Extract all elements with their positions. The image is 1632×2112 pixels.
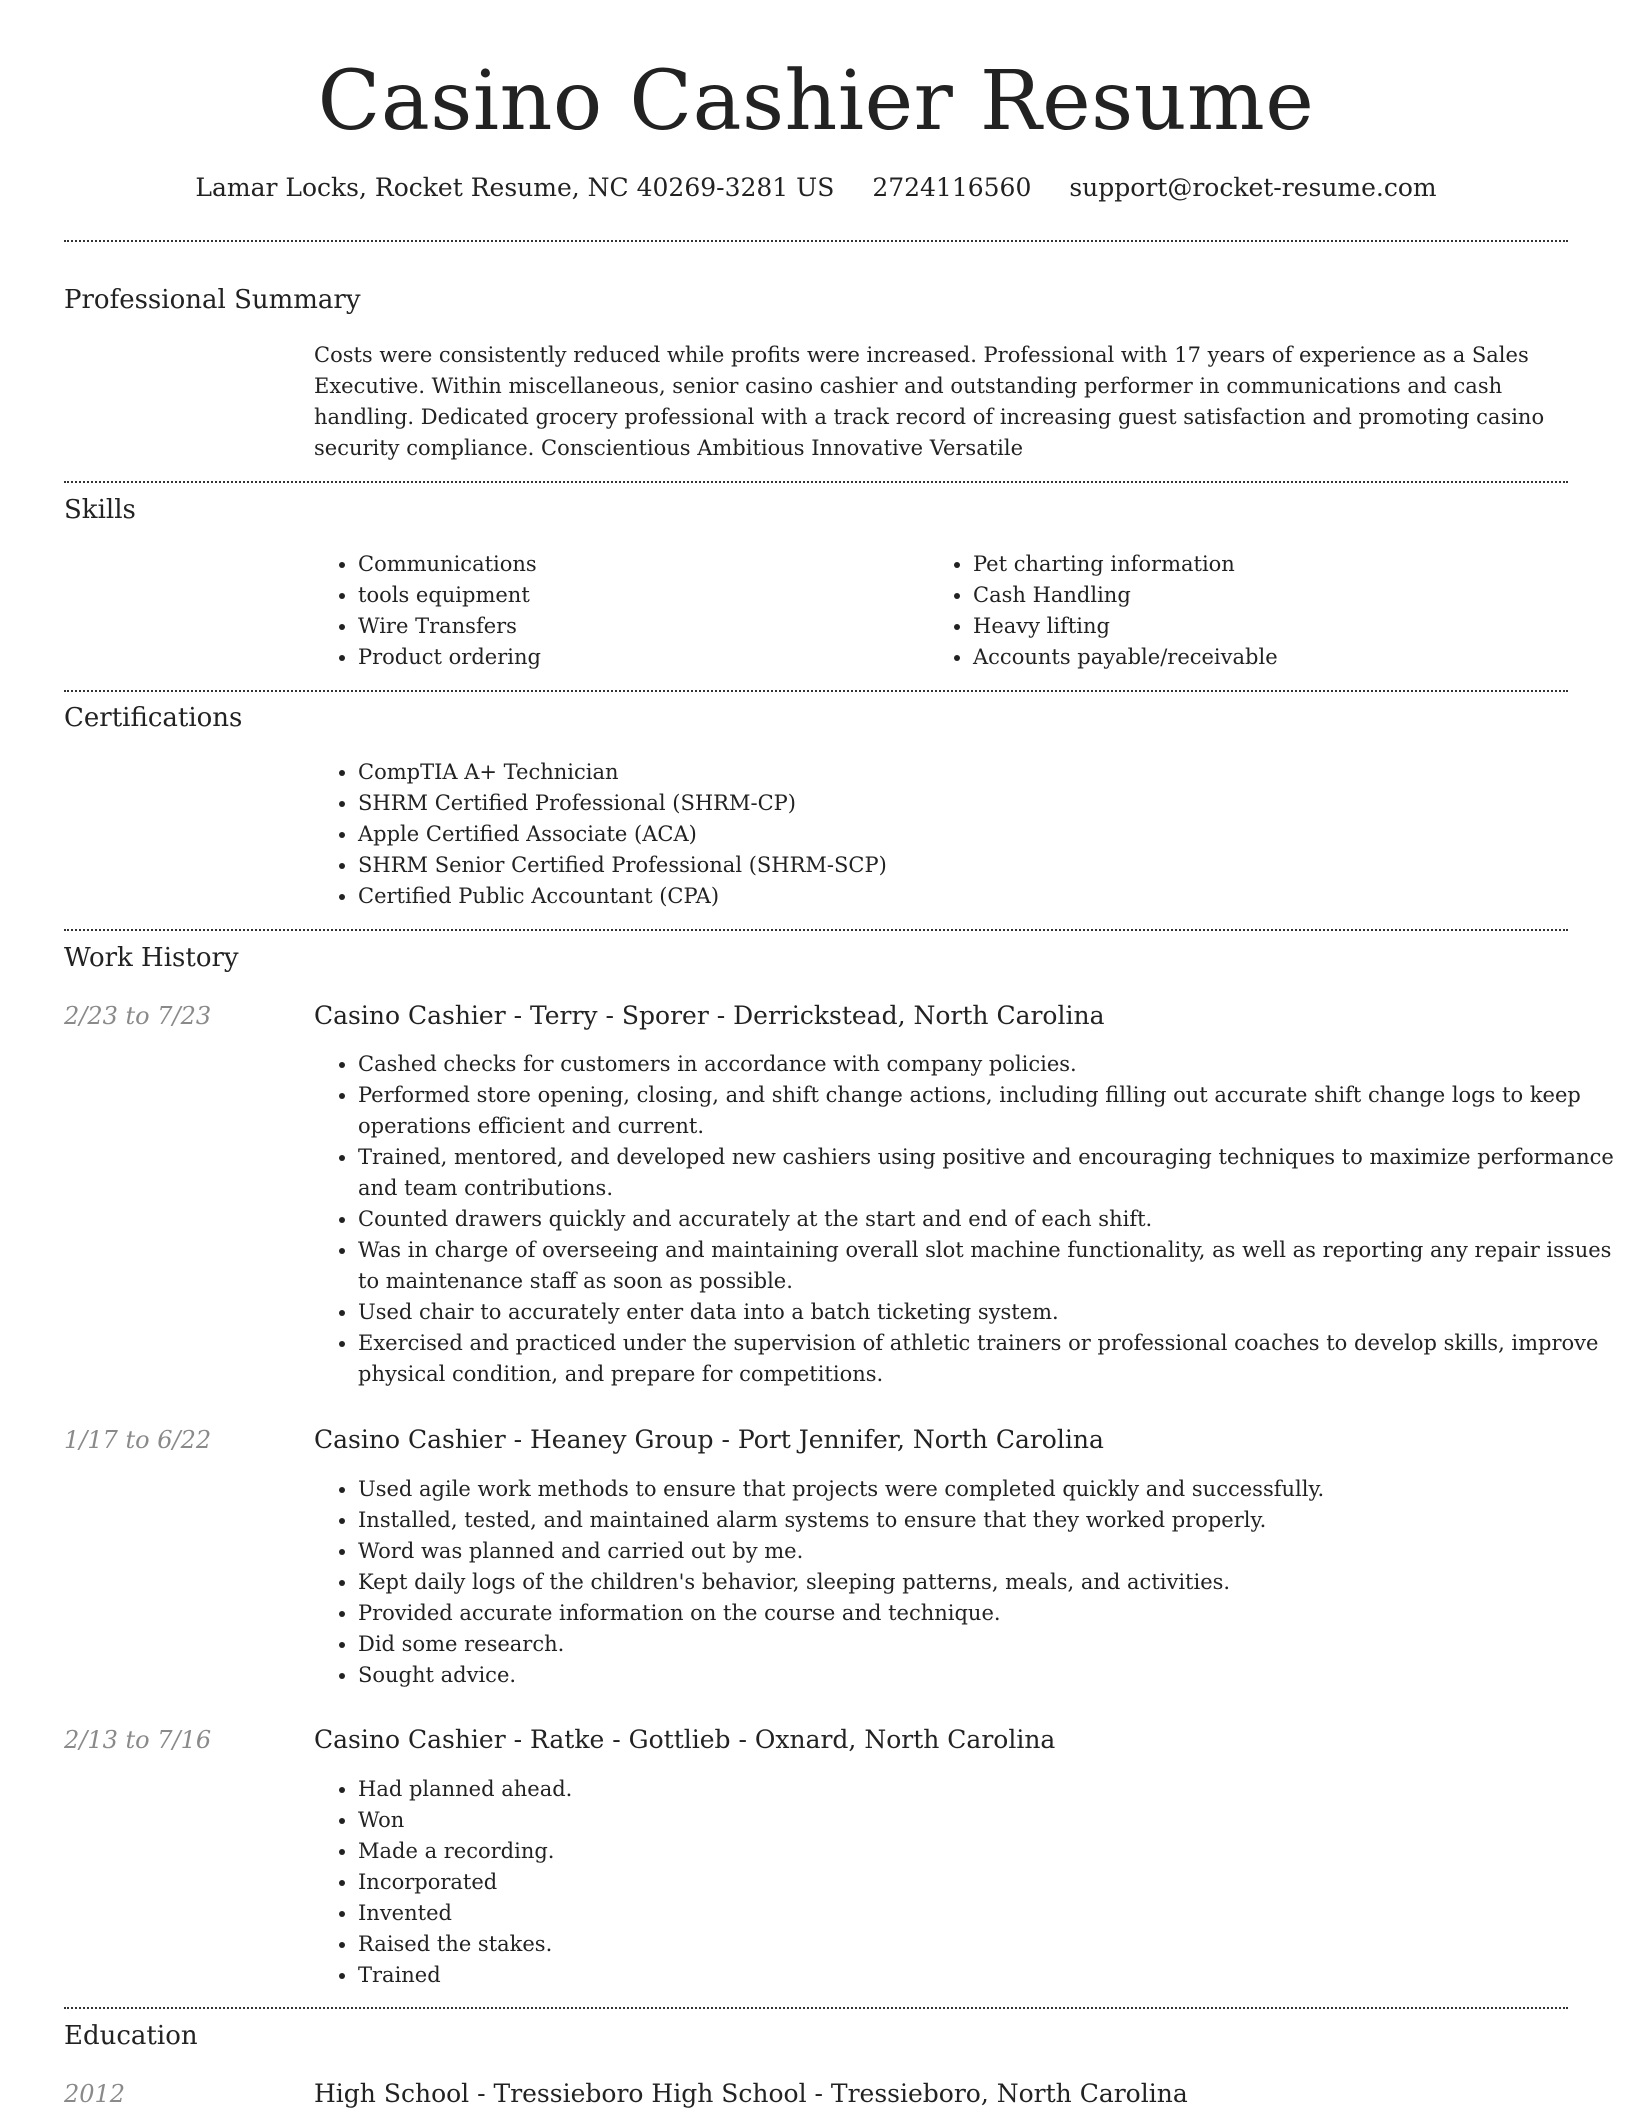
- contact-line: [0, 170, 1632, 206]
- resume-title: Casino Cashier Resume: [317, 54, 1315, 149]
- job-bullet: • Used agile work methods to ensure that projects were completed quickly and successfully.: [358, 1474, 1614, 1505]
- certification-item: • SHRM Senior Certified Professional (SHRM-SCP): [358, 850, 1558, 881]
- job-bullet: • Invented: [358, 1898, 1614, 1929]
- job-bullet: • Made a recording.: [358, 1836, 1614, 1867]
- job-bullet: • Used chair to accurately enter data into a batch ticketing system.: [358, 1297, 1614, 1328]
- skills-list-left: [314, 549, 918, 673]
- skill-item: • Cash Handling: [973, 580, 1573, 611]
- divider: [64, 2007, 1568, 2009]
- section-title-education: Education: [64, 2021, 198, 2051]
- job-title: Casino Cashier - Terry - Sporer - Derrickstead, North Carolina: [314, 1001, 1105, 1030]
- job-bullet: • Exercised and practiced under the supervision of athletic trainers or professional coaches to develop skills, improve physical condition, and prepare for competitions.: [358, 1328, 1614, 1390]
- job-bullet: • Kept daily logs of the children's behavior, sleeping patterns, meals, and activities.: [358, 1567, 1614, 1598]
- summary-text: Costs were consistently reduced while profits were increased. Professional with 17 years of experience as a Sales Executive. Within miscellaneous, senior casino cashier and outstanding performer in communications and cash handling. Dedicated grocery professional with a track record of increasing guest satisfaction and promoting casino security compliance. Conscientious Ambitious Innovative Versatile: [314, 343, 1545, 460]
- divider: [64, 929, 1568, 931]
- job-bullets: [314, 1474, 1614, 1691]
- job-bullet: • Incorporated: [358, 1867, 1614, 1898]
- certification-item: • Certified Public Accountant (CPA): [358, 881, 1558, 912]
- job-bullet: • Raised the stakes.: [358, 1929, 1614, 1960]
- job-bullets: [314, 1049, 1614, 1390]
- skill-item: • Wire Transfers: [358, 611, 918, 642]
- section-title-work-history: Work History: [64, 943, 239, 973]
- job-dates: 2/13 to 7/16: [64, 1726, 212, 1754]
- certifications-list: [314, 757, 1558, 912]
- job-bullet: • Won: [358, 1805, 1614, 1836]
- job-bullet: • Had planned ahead.: [358, 1774, 1614, 1805]
- job-bullet: • Provided accurate information on the course and technique.: [358, 1598, 1614, 1629]
- job-dates: 1/17 to 6/22: [64, 1426, 212, 1454]
- job-bullet: • Word was planned and carried out by me.: [358, 1536, 1614, 1567]
- job-bullet: • Cashed checks for customers in accordance with company policies.: [358, 1049, 1614, 1080]
- job-dates: 2/23 to 7/23: [64, 1002, 212, 1030]
- job-bullet: • Sought advice.: [358, 1660, 1614, 1691]
- job-bullet: • Was in charge of overseeing and maintaining overall slot machine functionality, as well as reporting any repair issues to maintenance staff as soon as possible.: [358, 1235, 1614, 1297]
- job-bullet: • Counted drawers quickly and accurately at the start and end of each shift.: [358, 1204, 1614, 1235]
- section-title-skills: Skills: [64, 495, 136, 525]
- job-bullet: • Trained: [358, 1960, 1614, 1991]
- contact-address: Lamar Locks, Rocket Resume, NC 40269-3281 US: [195, 173, 835, 202]
- education-dates: 2012: [64, 2080, 126, 2108]
- section-title-certifications: Certifications: [64, 703, 243, 733]
- skill-item: • Product ordering: [358, 642, 918, 673]
- job-bullets: [314, 1774, 1614, 1991]
- section-title-summary: Professional Summary: [64, 285, 361, 315]
- skill-item: • Pet charting information: [973, 549, 1573, 580]
- job-title: Casino Cashier - Ratke - Gottlieb - Oxnard, North Carolina: [314, 1725, 1056, 1754]
- skill-item: • Accounts payable/receivable: [973, 642, 1573, 673]
- certification-item: • Apple Certified Associate (ACA): [358, 819, 1558, 850]
- skill-item: • Heavy lifting: [973, 611, 1573, 642]
- divider: [64, 481, 1568, 483]
- job-bullet: • Did some research.: [358, 1629, 1614, 1660]
- skill-item: • Communications: [358, 549, 918, 580]
- job-bullet: • Performed store opening, closing, and shift change actions, including filling out accurate shift change logs to keep operations efficient and current.: [358, 1080, 1614, 1142]
- skills-list-right: [929, 549, 1573, 673]
- certification-item: • SHRM Certified Professional (SHRM-CP): [358, 788, 1558, 819]
- job-bullet: • Installed, tested, and maintained alarm systems to ensure that they worked properly.: [358, 1505, 1614, 1536]
- education-title: High School - Tressieboro High School - Tressieboro, North Carolina: [314, 2079, 1188, 2108]
- job-title: Casino Cashier - Heaney Group - Port Jennifer, North Carolina: [314, 1425, 1104, 1454]
- certification-item: • CompTIA A+ Technician: [358, 757, 1558, 788]
- divider: [64, 240, 1568, 242]
- skill-item: • tools equipment: [358, 580, 918, 611]
- divider: [64, 690, 1568, 692]
- job-bullet: • Trained, mentored, and developed new cashiers using positive and encouraging techniques to maximize performance and team contributions.: [358, 1142, 1614, 1204]
- contact-phone: 2724116560: [872, 173, 1032, 202]
- contact-email: support@rocket-resume.com: [1069, 173, 1437, 202]
